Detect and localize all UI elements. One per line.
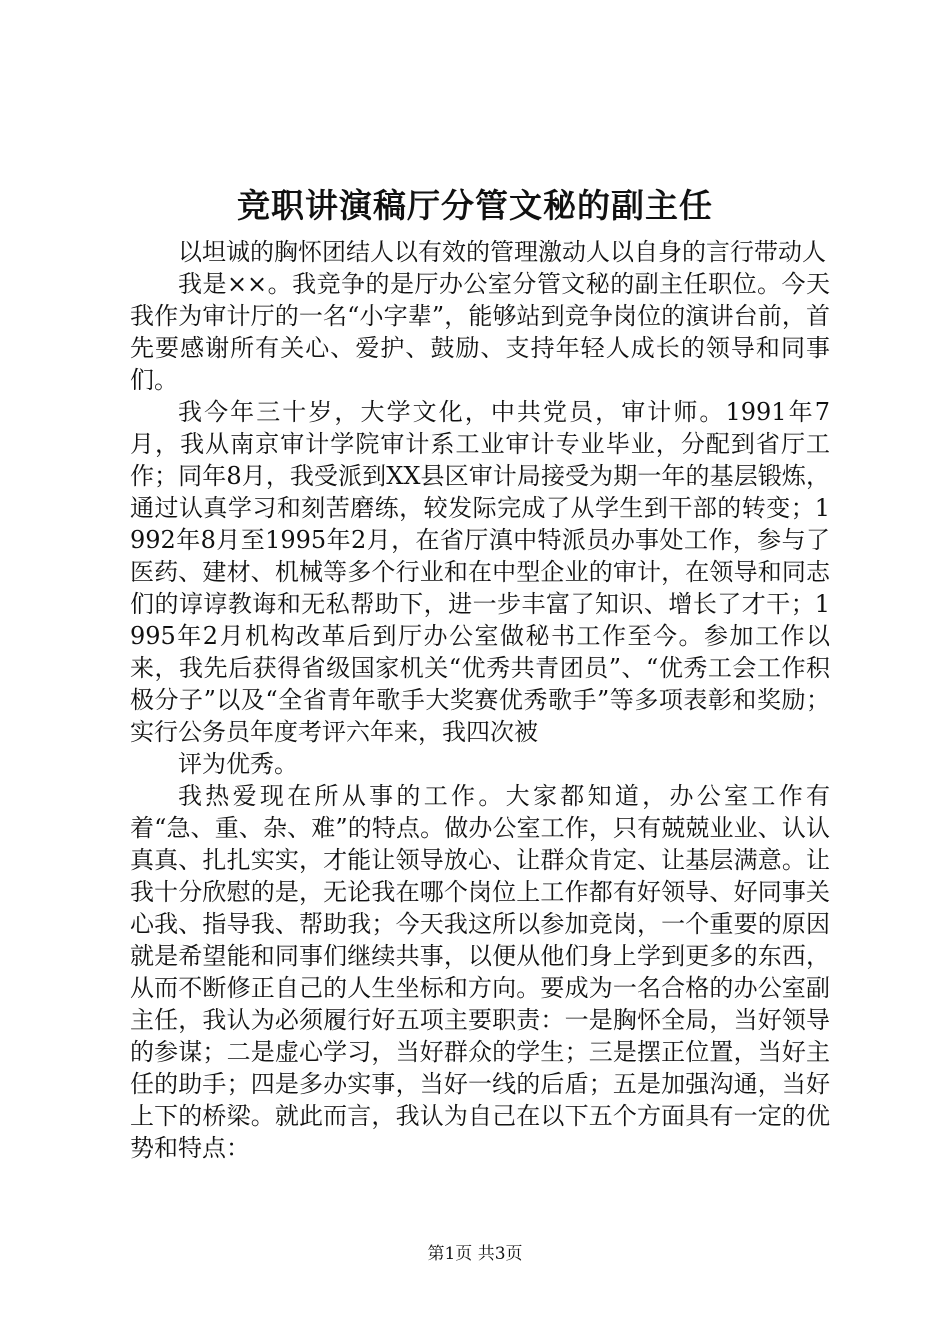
paragraph-continuation: 评为优秀。 [178,750,298,778]
document-title: 竞职讲演稿厅分管文秘的副主任 [237,186,713,225]
document-body [130,236,830,1164]
paragraph-background: 我今年三十岁，大学文化，中共党员，审计师。1991年7月，我从南京审计学院审计系工业审计专业毕业，分配到省厅工作；同年8月，我受派到XX县区审计局接受为期一年的基层锻炼，通过认真学习和刻苦磨练，较发际完成了从学生到干部的转变；1992年8月至1995年2月，在省厅滇中特派员办事处工作，参与了医药、建材、机械等多个行业和在中型企业的审计，在领导和同志们的谆谆教诲和无私帮助下，进一步丰富了知识、增长了才干；1995年2月机构改革后到厅办公室做秘书工作至今。参加工作以来，我先后获得省级国家机关“优秀共青团员”、“优秀工会工作积极分子”以及“全省青年歌手大奖赛优秀歌手”等多项表彰和奖励；实行公务员年度考评六年来，我四次被 [130,398,830,746]
paragraph-motto: 以坦诚的胸怀团结人以有效的管理激动人以自身的言行带动人 [178,238,826,266]
paragraph-introduction: 我是××。我竞争的是厅办公室分管文秘的副主任职位。今天我作为审计厅的一名“小字辈”，能够站到竞争岗位的演讲台前，首先要感谢所有关心、爱护、鼓励、支持年轻人成长的领导和同事们。 [130,270,830,394]
page-footer: 第1页 共3页 [427,1244,523,1264]
paragraph-duties: 我热爱现在所从事的工作。大家都知道，办公室工作有着“急、重、杂、难”的特点。做办公室工作，只有兢兢业业、认认真真、扎扎实实，才能让领导放心、让群众肯定、让基层满意。让我十分欣慰的是，无论我在哪个岗位上工作都有好领导、好同事关心我、指导我、帮助我；今天我这所以参加竞岗，一个重要的原因就是希望能和同事们继续共事，以便从他们身上学到更多的东西，从而不断修正自己的人生坐标和方向。要成为一名合格的办公室副主任，我认为必须履行好五项主要职责：一是胸怀全局，当好领导的参谋；二是虚心学习，当好群众的学生；三是摆正位置，当好主任的助手；四是多办实事，当好一线的后盾；五是加强沟通，当好上下的桥梁。就此而言，我认为自己在以下五个方面具有一定的优势和特点： [130,782,830,1162]
